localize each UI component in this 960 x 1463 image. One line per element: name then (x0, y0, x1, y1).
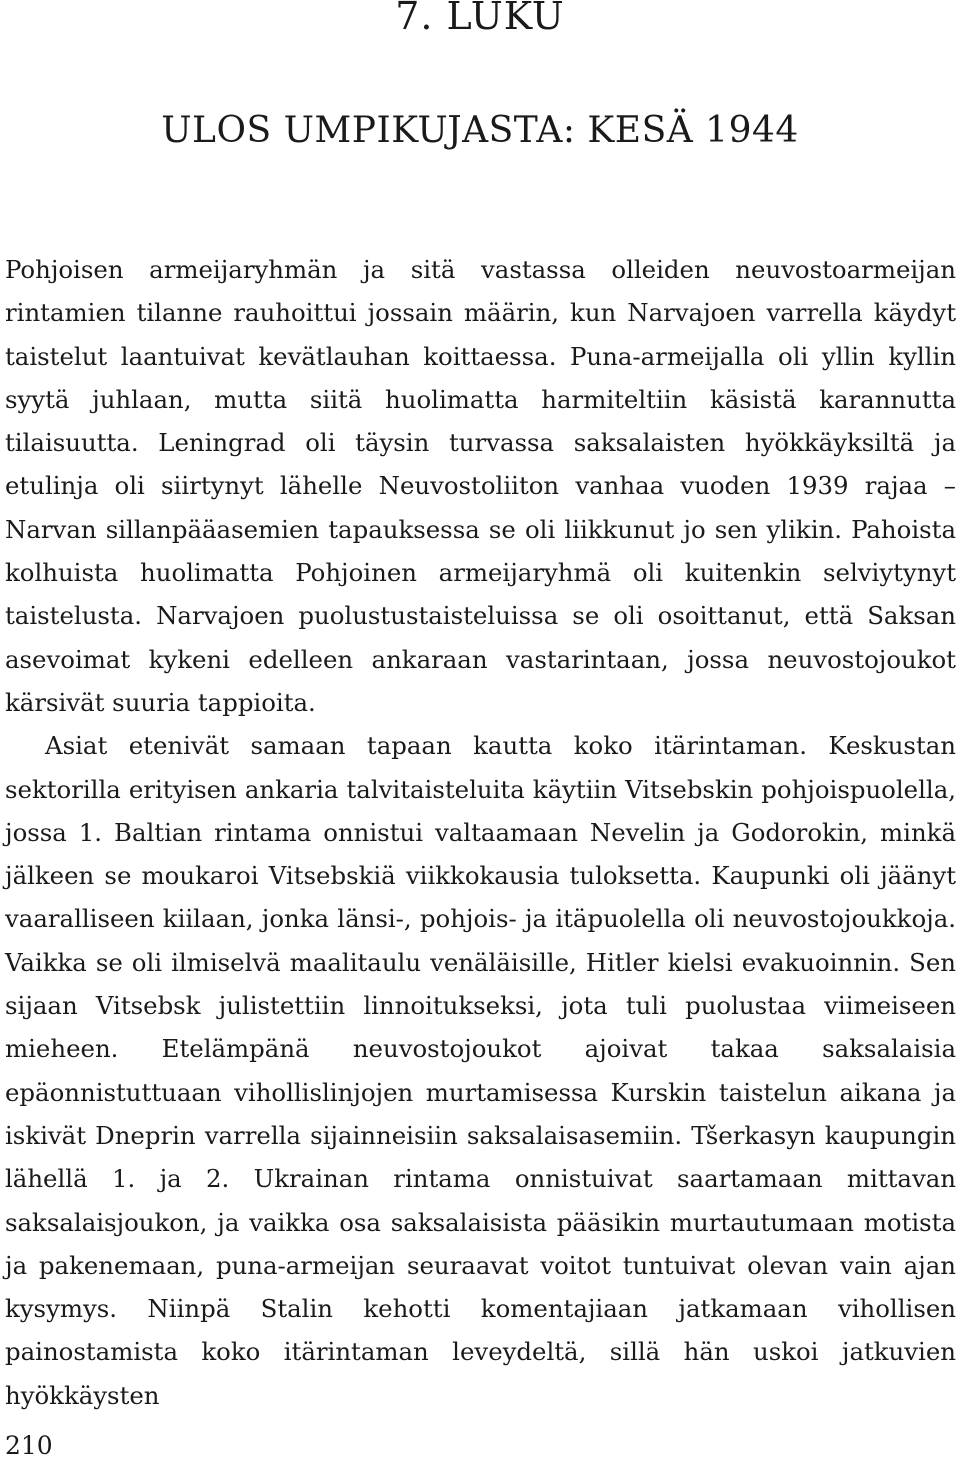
chapter-title: ULOS UMPIKUJASTA: KESÄ 1944 (161, 110, 799, 151)
paragraph-2: Asiat etenivät samaan tapaan kautta koko itärintaman. Keskustan sektorilla erityisen ankaria talvitaisteluita käytiin Vitsebskin pohjoispuolella, jossa 1. Baltian rintama onnistui valtaamaan Nevelin ja Godorokin, minkä jälkeen se moukaroi Vitsebskiä viikkokausia tuloksetta. Kaupunki oli jäänyt vaaralliseen kiilaan, jonka länsi-, pohjois- ja itäpuolella oli neuvostojoukkoja. Vaikka se oli ilmiselvä maalitaulu venäläisille, Hitler kielsi evakuoinnin. Sen sijaan Vitsebsk julistettiin linnoitukseksi, jota tuli puolustaa viimeiseen mieheen. Etelämpänä neuvostojoukot ajoivat takaa saksalaisia epäonnistuttuaan vihollislinjojen murtamisessa Kurskin taistelun aikana ja iskivät Dneprin varrella sijainneisiin saksalaisasemiin. Tšerkasyn kaupungin lähellä 1. ja 2. Ukrainan rintama onnistuivat saartamaan mittavan saksalaisjoukon, ja vaikka osa saksalaisista pääsikin murtautumaan motista ja pakenemaan, puna-armeijan seuraavat voitot tuntuivat olevan vain ajan kysymys. Niinpä Stalin kehotti komentajiaan jatkamaan vihollisen painostamista koko itärintaman leveydeltä, sillä hän uskoi jatkuvien hyökkäysten (5, 731, 956, 1410)
paragraph-1: Pohjoisen armeijaryhmän ja sitä vastassa olleiden neuvostoarmeijan rintamien tilanne rauhoittui jossain määrin, kun Narvajoen varrella käydyt taistelut laantuivat kevätlauhan koittaessa. Puna-armeijalla oli yllin kyllin syytä juhlaan, mutta siitä huolimatta harmiteltiin käsistä karannutta tilaisuutta. Leningrad oli täysin turvassa saksalaisten hyökkäyksiltä ja etulinja oli siirtynyt lähelle Neuvostoliiton vanhaa vuoden 1939 rajaa – Narvan sillanpääasemien tapauksessa se oli liikkunut jo sen ylikin. Pahoista kolhuista huolimatta Pohjoinen armeijaryhmä oli kuitenkin selviytynyt taistelusta. Narvajoen puolustustaisteluissa se oli osoittanut, että Saksan asevoimat kykeni edelleen ankaraan vastarintaan, jossa neuvostojoukot kärsivät suuria tappioita. (5, 255, 956, 717)
body-text (5, 248, 956, 1417)
chapter-number: 7. LUKU (395, 0, 565, 38)
page-number: 210 (5, 1431, 53, 1460)
